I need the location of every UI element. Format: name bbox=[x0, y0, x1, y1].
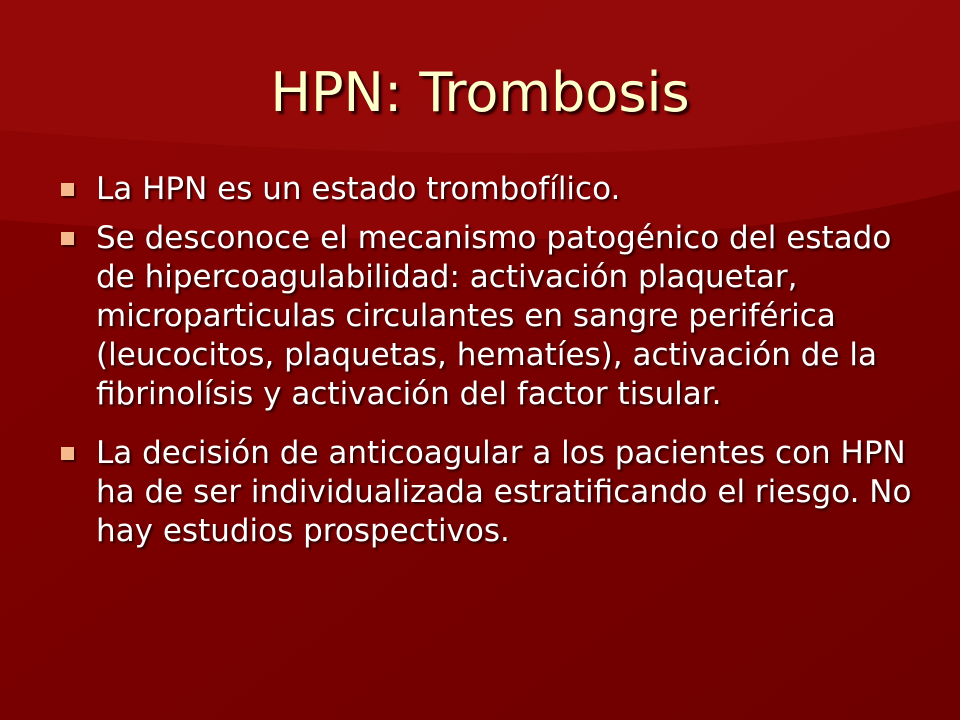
bullet-list bbox=[60, 170, 920, 551]
square-bullet-icon bbox=[61, 232, 74, 245]
bullet-item-2 bbox=[60, 219, 920, 414]
bullet-text-1: La HPN es un estado trombofílico. bbox=[96, 171, 621, 207]
square-bullet-icon bbox=[61, 447, 74, 460]
bullet-item-1 bbox=[60, 170, 920, 209]
bullet-text-3: La decisión de anticoagular a los pacientes con HPN ha de ser individualizada estratificando el riesgo. No hay estudios prospectivos. bbox=[96, 435, 912, 549]
square-bullet-icon bbox=[61, 183, 74, 196]
bullet-text-2: Se desconoce el mecanismo patogénico del estado de hipercoagulabilidad: activación plaquetar, microparticulas circulantes en sangre periférica (leucocitos, plaquetas, hematíes), activación de la fibrinolísis y activación del factor tisular. bbox=[96, 220, 892, 412]
slide-title: HPN: Trombosis bbox=[270, 61, 690, 124]
bullet-item-3 bbox=[60, 434, 920, 551]
